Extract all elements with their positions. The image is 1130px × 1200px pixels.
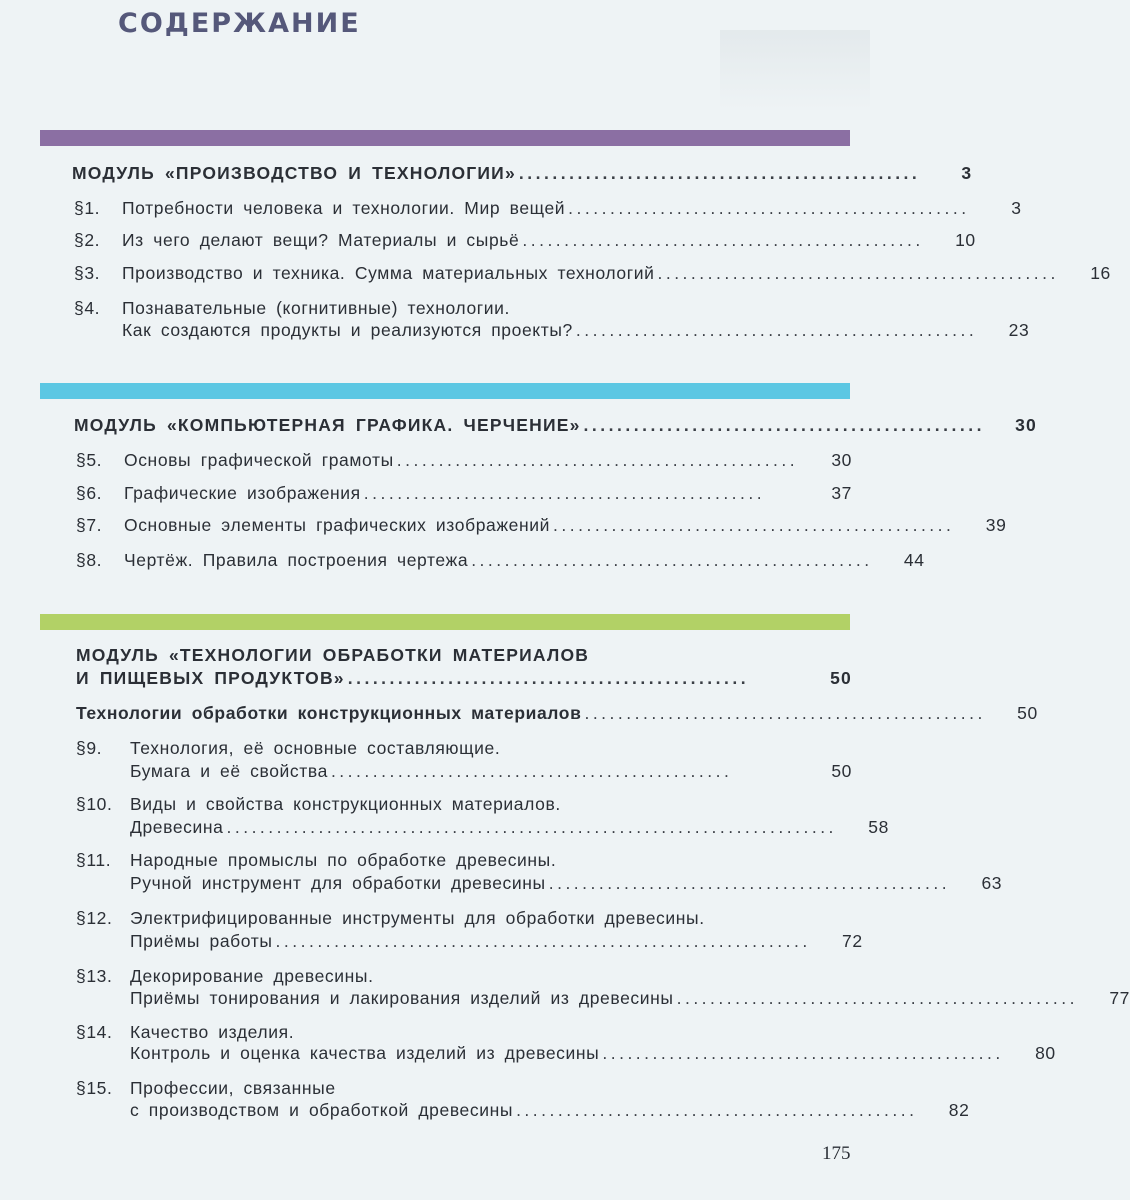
module-3-page: 50 [830,668,852,688]
toc-entry-10-line1[interactable]: §10. Виды и свойства конструкционных материалов. [76,794,561,814]
page-number: 175 [822,1143,851,1164]
module-2-band [40,383,850,399]
toc-entry-6[interactable]: §6. Графические изображения ................................................ 37 [76,483,852,503]
module-2-heading[interactable]: МОДУЛЬ «КОМПЬЮТЕРНАЯ ГРАФИКА. ЧЕРЧЕНИЕ» ................................................ 30 [74,415,1037,435]
toc-entry-4[interactable]: Как создаются продукты и реализуются проекты? ................................................ 23 [122,320,1030,340]
toc-entry-10[interactable]: Древесина ......................................................................... 58 [130,817,889,837]
toc-entry-13-line1[interactable]: §13. Декорирование древесины. [76,966,374,986]
module-3-heading[interactable]: И ПИЩЕВЫХ ПРОДУКТОВ» ................................................ 50 [76,668,852,688]
module-3-subheading[interactable]: Технологии обработки конструкционных материалов ................................................ 50 [76,703,1038,723]
toc-entry-15-line1[interactable]: §15. Профессии, связанные [76,1078,336,1098]
toc-entry-12-line1[interactable]: §12. Электрифицированные инструменты для обработки древесины. [76,908,705,928]
toc-entry-11[interactable]: Ручной инструмент для обработки древесины ................................................ 63 [130,873,1003,893]
page-title: СОДЕРЖАНИЕ [118,8,361,39]
toc-entry-5[interactable]: §5. Основы графической грамоты ................................................ 30 [76,450,852,470]
toc-entry-15[interactable]: с производством и обработкой древесины ................................................ 82 [130,1100,970,1120]
toc-entry-4-line1[interactable]: §4. Познавательные (когнитивные) технологии. [74,298,510,318]
toc-entry-8[interactable]: §8. Чертёж. Правила построения чертежа ................................................ 44 [76,550,925,570]
toc-entry-13[interactable]: Приёмы тонирования и лакирования изделий из древесины ................................................ 77 [130,988,1130,1008]
toc-entry-7[interactable]: §7. Основные элементы графических изображений ................................................ 39 [76,515,1007,535]
toc-entry-9[interactable]: Бумага и её свойства ................................................ 50 [130,761,852,781]
toc-entry-1[interactable]: §1. Потребности человека и технологии. Мир вещей ................................................ 3 [74,198,1022,218]
toc-entry-12[interactable]: Приёмы работы ................................................................ 72 [130,931,863,951]
toc-entry-9-line1[interactable]: §9. Технология, её основные составляющие. [76,738,501,758]
toc-entry-2[interactable]: §2. Из чего делают вещи? Материалы и сырьё ................................................ 10 [74,230,976,250]
toc-entry-14-line1[interactable]: §14. Качество изделия. [76,1022,295,1042]
module-3-band [40,614,850,630]
toc-entry-3[interactable]: §3. Производство и техника. Сумма материальных технологий ................................................ 16 [74,263,1111,283]
module-1-page: 3 [961,163,973,183]
module-2-page: 30 [1015,415,1037,435]
module-1-heading[interactable]: МОДУЛЬ «ПРОИЗВОДСТВО И ТЕХНОЛОГИИ» ................................................ 3 [72,163,973,183]
module-3-heading-line1: МОДУЛЬ «ТЕХНОЛОГИИ ОБРАБОТКИ МАТЕРИАЛОВ [76,645,590,665]
module-1-band [40,130,850,146]
toc-entry-11-line1[interactable]: §11. Народные промыслы по обработке древесины. [76,850,557,870]
bleed-through-shadow [720,30,870,110]
toc-entry-14[interactable]: Контроль и оценка качества изделий из древесины ................................................ 80 [130,1043,1056,1063]
